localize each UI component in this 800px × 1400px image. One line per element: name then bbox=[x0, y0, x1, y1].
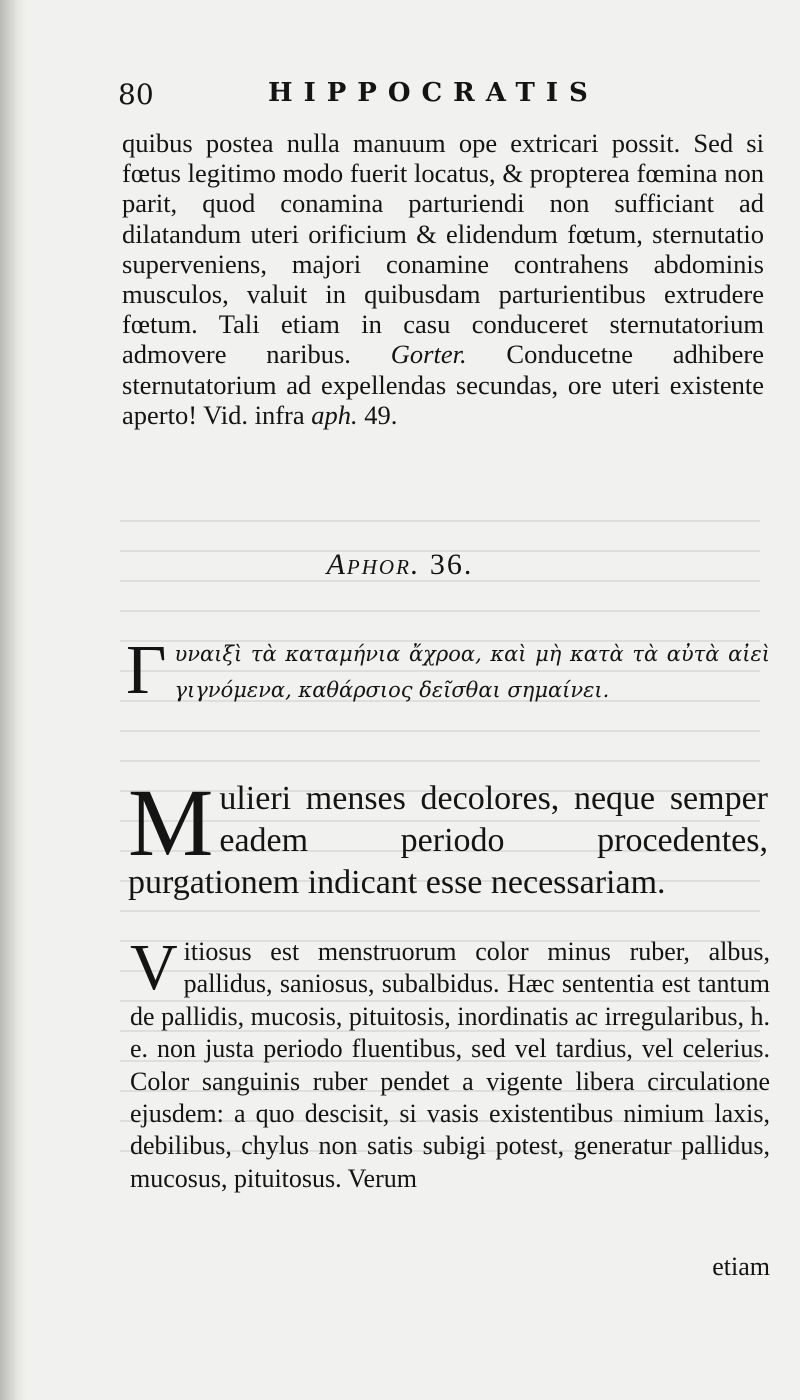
greek-drop-cap: Γ bbox=[126, 632, 167, 709]
author-citation: Gorter. bbox=[390, 339, 467, 370]
paragraph-text: quibus postea nulla manuum ope extricari possit. Sed si fœtus legitimo modo fuerit locatus, & propterea fœmina non parit, quod conamina parturiendi non sufficiant ad dilatandum uteri orificium & elidendum fœtum, sternutatio superveniens, majori conamine contrahens abdominis musculos, valuit in quibusdam parturientibus extrudere fœtum. Tali etiam in casu conduceret sternutatorium admovere naribus. bbox=[122, 128, 764, 370]
catchword: etiam bbox=[712, 1252, 770, 1281]
latin-text: ulieri menses decolores, neque semper eadem periodo procedentes, purgationem indicant esse necessariam. bbox=[128, 780, 768, 901]
latin-drop-cap: M bbox=[128, 769, 214, 876]
page-gutter-shadow bbox=[0, 0, 26, 1400]
commentary-paragraph-1 bbox=[122, 128, 764, 430]
greek-aphorism bbox=[126, 632, 770, 709]
aphorism-heading bbox=[0, 548, 800, 582]
commentary-text: itiosus est menstruorum color minus ruber, albus, pallidus, saniosus, subalbidus. Hæc sententia est tantum de pallidis, mucosis, pituitosis, inordinatis ac irregularibus, h. e. non justa periodo fluentibus, sed vel tardius, vel celerius. Color sanguinis ruber pendet a vigente libera circulatione ejusdem: a quo descisit, si vasis existentibus nimium laxis, debilibus, chylus non satis subigi potest, generatur pallidus, mucosus, pituitosus. Verum bbox=[130, 937, 770, 1193]
running-title: HIPPOCRATIS bbox=[268, 78, 599, 108]
aphorism-reference: aph. bbox=[311, 399, 358, 430]
aphorism-label: Aphor. bbox=[326, 548, 421, 581]
aphorism-number: 36. bbox=[429, 548, 474, 581]
page-header bbox=[118, 74, 648, 118]
greek-text: υναιξὶ τὰ καταμήνια ἄχροα, καὶ μὴ κατὰ τὰ αὐτὰ αἰεὶ γιγνόμενα, καθάρσιος δεῖσθαι σημαίνει. bbox=[174, 642, 770, 702]
commentary-paragraph-2 bbox=[130, 931, 770, 1195]
page-number: 80 bbox=[118, 78, 154, 111]
paragraph-text: Conducetne adhibere sternutatorium ad expellendas secundas, ore uteri existente aperto! Vid. infra bbox=[122, 339, 764, 430]
latin-aphorism bbox=[128, 769, 768, 904]
aphorism-reference-number: 49. bbox=[357, 399, 398, 430]
commentary-drop-cap: V bbox=[130, 931, 178, 1004]
